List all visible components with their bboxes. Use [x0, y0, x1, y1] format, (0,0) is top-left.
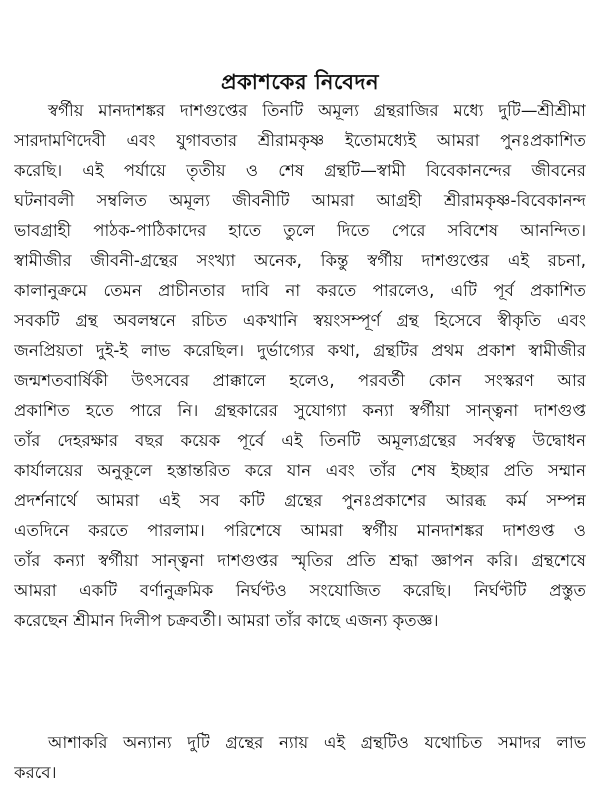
text-line: আশাকরি অন্যান্য দুটি গ্রন্থের ন্যায় এই গ্রন্থটিও যথোচিত সমাদর লাভ	[48, 733, 586, 752]
text-line: সবকটি গ্রন্থ অবলম্বনে রচিত একখানি স্বয়ংসম্পূর্ণ গ্রন্থ হিসেবে স্বীকৃতি এবং	[14, 311, 586, 330]
text-line: কার্যালয়ের অনুকূলে হস্তান্তরিত করে যান এবং তাঁর শেষ ইচ্ছার প্রতি সম্মান	[14, 461, 586, 480]
text-line: করেছি। এই পর্যায়ে তৃতীয় ও শেষ গ্রন্থটি—স্বামী বিবেকানন্দের জীবনের	[14, 161, 586, 180]
text-line: ভাবগ্রাহী পাঠক-পাঠিকাদের হাতে তুলে দিতে পেরে সবিশেষ আনন্দিত।	[14, 221, 586, 240]
text-line: করেছেন শ্রীমান দিলীপ চক্রবর্তী। আমরা তাঁর কাছে এজন্য কৃতজ্ঞ।	[14, 611, 439, 630]
text-line: করবে।	[14, 763, 57, 782]
text-line: সারদামণিদেবী এবং যুগাবতার শ্রীরামকৃষ্ণ ইতোমধ্যেই আমরা পুনঃপ্রকাশিত	[14, 131, 586, 150]
text-line: কালানুক্রমে তেমন প্রাচীনতার দাবি না করতে পারলেও, এটি পূর্ব প্রকাশিত	[14, 281, 586, 300]
paragraph-main	[14, 96, 586, 636]
text-line: প্রকাশিত হতে পারে নি। গ্রন্থকারের সুযোগ্যা কন্যা স্বর্গীয়া সান্ত্বনা দাশগুপ্ত	[14, 401, 586, 420]
page-title: প্রকাশকের নিবেদন	[220, 70, 380, 94]
text-line: তাঁর দেহরক্ষার বছর কয়েক পূর্বে এই তিনটি অমূল্যগ্রন্থের সর্বস্বত্ব উদ্বোধন	[14, 431, 586, 450]
text-line: জনপ্রিয়তা দুই-ই লাভ করেছিল। দুর্ভাগ্যের কথা, গ্রন্থটির প্রথম প্রকাশ স্বামীজীর	[14, 341, 586, 360]
text-line: জন্মশতবার্ষিকী উৎসবের প্রাক্কালে হলেও, পরবর্তী কোন সংস্করণ আর	[14, 371, 586, 390]
text-line: স্বামীজীর জীবনী-গ্রন্থের সংখ্যা অনেক, কিন্তু স্বর্গীয় দাশগুপ্তের এই রচনা,	[14, 251, 586, 270]
paragraph-closing	[14, 728, 586, 788]
text-line: এতদিনে করতে পারলাম। পরিশেষে আমরা স্বর্গীয় মানদাশঙ্কর দাশগুপ্ত ও	[14, 521, 586, 540]
text-line: প্রদর্শনার্থে আমরা এই সব কটি গ্রন্থের পুনঃপ্রকাশের আরব্ধ কর্ম সম্পন্ন	[14, 491, 586, 510]
text-line: স্বর্গীয় মানদাশঙ্কর দাশগুপ্তের তিনটি অমূল্য গ্রন্থরাজির মধ্যে দুটি—শ্রীশ্রীমা	[48, 101, 586, 120]
text-line: আমরা একটি বর্ণানুক্রমিক নির্ঘণ্টও সংযোজিত করেছি। নির্ঘণ্টটি প্রস্তুত	[14, 581, 586, 600]
text-line: ঘটনাবলী সম্বলিত অমূল্য জীবনীটি আমরা আগ্রহী শ্রীরামকৃষ্ণ-বিবেকানন্দ	[14, 191, 586, 210]
text-line: তাঁর কন্যা স্বর্গীয়া সান্ত্বনা দাশগুপ্তর স্মৃতির প্রতি শ্রদ্ধা জ্ঞাপন করি। গ্রন্থশেষে	[14, 551, 586, 570]
